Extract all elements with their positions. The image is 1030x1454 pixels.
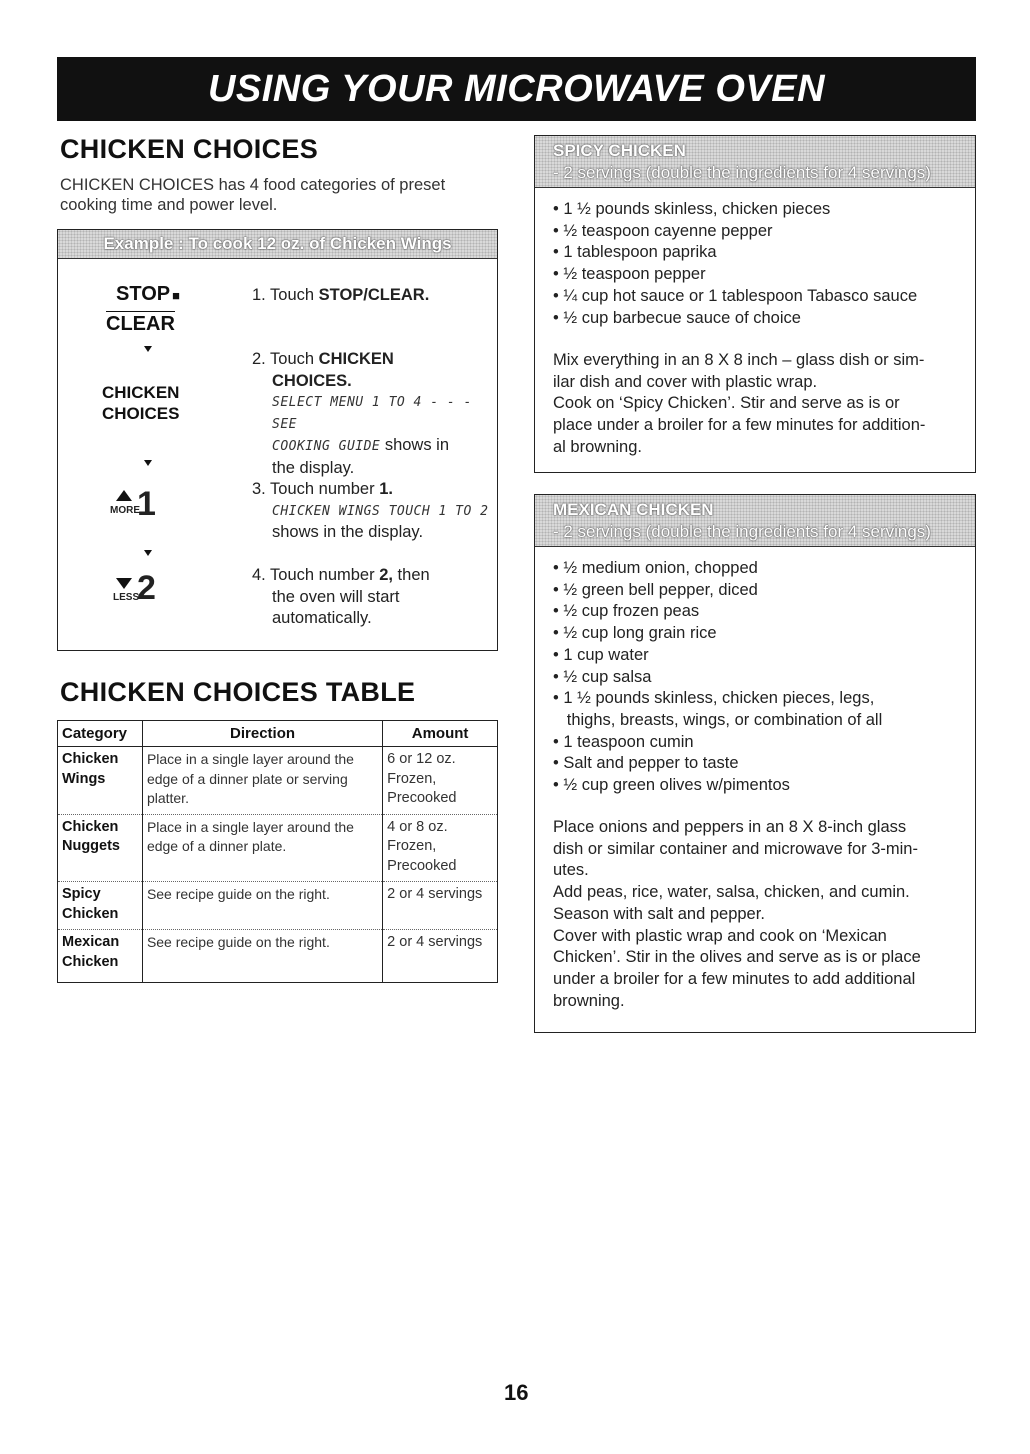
- triangle-down-icon: [116, 578, 132, 589]
- recipe-box-spicy-chicken: [534, 135, 976, 473]
- list-item: • 1 cup water: [553, 645, 649, 664]
- step-text: 3. Touch number: [252, 480, 380, 498]
- table-row: [58, 930, 498, 983]
- display-readout: COOKING GUIDE: [272, 439, 381, 454]
- list-item: • ½ cup frozen peas: [553, 602, 700, 621]
- step-text: automatically.: [272, 609, 372, 627]
- direction-cell: See recipe guide on the right.: [142, 882, 382, 930]
- list-item: • ½ teaspoon cayenne pepper: [553, 221, 773, 240]
- chicken-choices-intro: [60, 175, 445, 215]
- recipe-paragraph: Mix everything in an 8 X 8 inch – glass dish or sim- ilar dish and cover with plastic wrap. Cook on ‘Spicy Chicken’. Stir and serve as is or place under a broiler for a few minutes for addition- al browning.: [553, 351, 926, 456]
- arrow-down-icon: [144, 346, 152, 352]
- list-item: • ½ cup long grain rice: [553, 624, 717, 643]
- chicken-choices-table: [57, 720, 498, 983]
- list-item: • ½ cup green olives w/pimentos: [553, 776, 790, 795]
- list-item: • 1 ½ pounds skinless, chicken pieces, legs,: [553, 689, 875, 708]
- column-header-direction: Direction: [142, 721, 382, 747]
- less-2-key: [110, 569, 190, 612]
- direction-cell: Place in a single layer around the edge of a dinner plate or serving platter.: [142, 747, 382, 815]
- more-1-key: [110, 485, 190, 528]
- list-item: • ½ green bell pepper, diced: [553, 580, 758, 599]
- list-item: • 1 ½ pounds skinless, chicken pieces: [553, 200, 831, 218]
- amount-cell: 6 or 12 oz. Frozen, Precooked: [383, 747, 498, 815]
- table-header-row: [58, 721, 498, 747]
- arrow-down-icon: [144, 460, 152, 466]
- list-item: thighs, breasts, wings, or combination of all: [553, 710, 883, 729]
- list-item: • 1 teaspoon cumin: [553, 732, 694, 751]
- direction-cell: Place in a single layer around the edge of a dinner plate.: [142, 814, 382, 882]
- triangle-up-icon: [116, 490, 132, 501]
- step-bold: 1.: [379, 480, 393, 498]
- intro-line: CHICKEN CHOICES has 4 food categories of preset: [60, 176, 446, 194]
- category-cell: Chicken Nuggets: [58, 814, 143, 882]
- step-bold: STOP/CLEAR.: [318, 286, 430, 304]
- step-4: [252, 565, 430, 630]
- recipe-subtitle: - 2 servings (double the ingredients for 4 servings): [553, 522, 931, 541]
- list-item: • ½ cup salsa: [553, 667, 652, 686]
- category-cell: Spicy Chicken: [58, 882, 143, 930]
- column-header-category: Category: [58, 721, 143, 747]
- step-text: 4. Touch number: [252, 566, 380, 584]
- table-row: [58, 814, 498, 882]
- recipe-header: [535, 495, 975, 547]
- amount-cell: 4 or 8 oz. Frozen, Precooked: [383, 814, 498, 882]
- step-bold: CHICKEN: [318, 350, 394, 368]
- ingredient-list: [553, 558, 882, 797]
- recipe-header: [535, 136, 975, 188]
- less-number: 2: [137, 569, 156, 607]
- table-row: [58, 882, 498, 930]
- stop-clear-key: [106, 282, 196, 336]
- section-title-chicken-choices: CHICKEN CHOICES: [60, 134, 319, 164]
- example-header: [58, 230, 497, 259]
- page-number: 16: [504, 1380, 529, 1405]
- step-text: then: [392, 566, 430, 584]
- stop-text: STOP: [116, 283, 171, 305]
- ingredient-list: [553, 199, 917, 329]
- step-bold: 2,: [379, 566, 393, 584]
- stop-key-label: [106, 282, 196, 308]
- step-bold: CHOICES.: [272, 371, 352, 390]
- section-title-chicken-choices-table: CHICKEN CHOICES TABLE: [60, 677, 416, 707]
- list-item: • Salt and pepper to taste: [553, 754, 739, 773]
- display-readout: SELECT MENU 1 TO 4 - - - SEE: [272, 395, 472, 432]
- step-3: [252, 479, 489, 544]
- chicken-key-text: CHICKEN: [102, 383, 180, 402]
- category-cell: Mexican Chicken: [58, 930, 143, 983]
- step-text: the oven will start: [272, 587, 400, 606]
- page-header-title: USING YOUR MICROWAVE OVEN: [207, 67, 826, 110]
- more-label: MORE: [110, 505, 140, 516]
- column-header-amount: Amount: [383, 721, 498, 747]
- list-item: • ½ cup barbecue sauce of choice: [553, 308, 801, 327]
- list-item: • ¼ cup hot sauce or 1 tablespoon Tabasco sauce: [553, 286, 918, 305]
- step-text: 2. Touch: [252, 350, 319, 368]
- less-label: LESS: [113, 592, 140, 603]
- direction-cell: See recipe guide on the right.: [142, 930, 382, 983]
- example-title: Example : To cook 12 oz. of Chicken Wings: [103, 234, 452, 253]
- list-item: • ½ medium onion, chopped: [553, 559, 758, 577]
- display-readout: CHICKEN WINGS TOUCH 1 TO 2: [272, 503, 489, 519]
- recipe-title: MEXICAN CHICKEN: [553, 500, 714, 519]
- example-box: [57, 229, 498, 651]
- more-number: 1: [137, 485, 156, 523]
- step-text: the display.: [272, 458, 355, 477]
- clear-key-label: CLEAR: [106, 313, 175, 335]
- table-row: [58, 747, 498, 815]
- list-item: • ½ teaspoon pepper: [553, 265, 706, 284]
- arrow-down-icon: [144, 550, 152, 556]
- choices-key-text: CHOICES: [102, 404, 180, 423]
- intro-line: cooking time and power level.: [60, 196, 278, 214]
- recipe-title: SPICY CHICKEN: [553, 141, 686, 160]
- step-text: shows in the display.: [272, 523, 424, 541]
- recipe-paragraph: Place onions and peppers in an 8 X 8-inch glass dish or similar container and microwave for 3-min- utes. Add peas, rice, water, salsa, chicken, and cumin. Season with salt and pepper. Cover with plastic wrap and cook on ‘Mexican Chicken’. Stir in the olives and serve as is or place under a broiler for a few minutes to add additional browning.: [553, 818, 921, 1010]
- amount-cell: 2 or 4 servings: [383, 882, 498, 930]
- page-header-banner: [57, 57, 976, 121]
- recipe-box-mexican-chicken: [534, 494, 976, 1033]
- step-2: [252, 349, 497, 479]
- step-text: shows in: [380, 436, 450, 454]
- list-item: • 1 tablespoon paprika: [553, 243, 717, 262]
- category-cell: Chicken Wings: [58, 747, 143, 815]
- recipe-subtitle: - 2 servings (double the ingredients for 4 servings): [553, 163, 931, 182]
- lock-icon: ■: [172, 288, 180, 303]
- step-text: 1. Touch: [252, 286, 319, 304]
- chicken-choices-key: [102, 382, 197, 424]
- step-1: [252, 285, 429, 307]
- amount-cell: 2 or 4 servings: [383, 930, 498, 983]
